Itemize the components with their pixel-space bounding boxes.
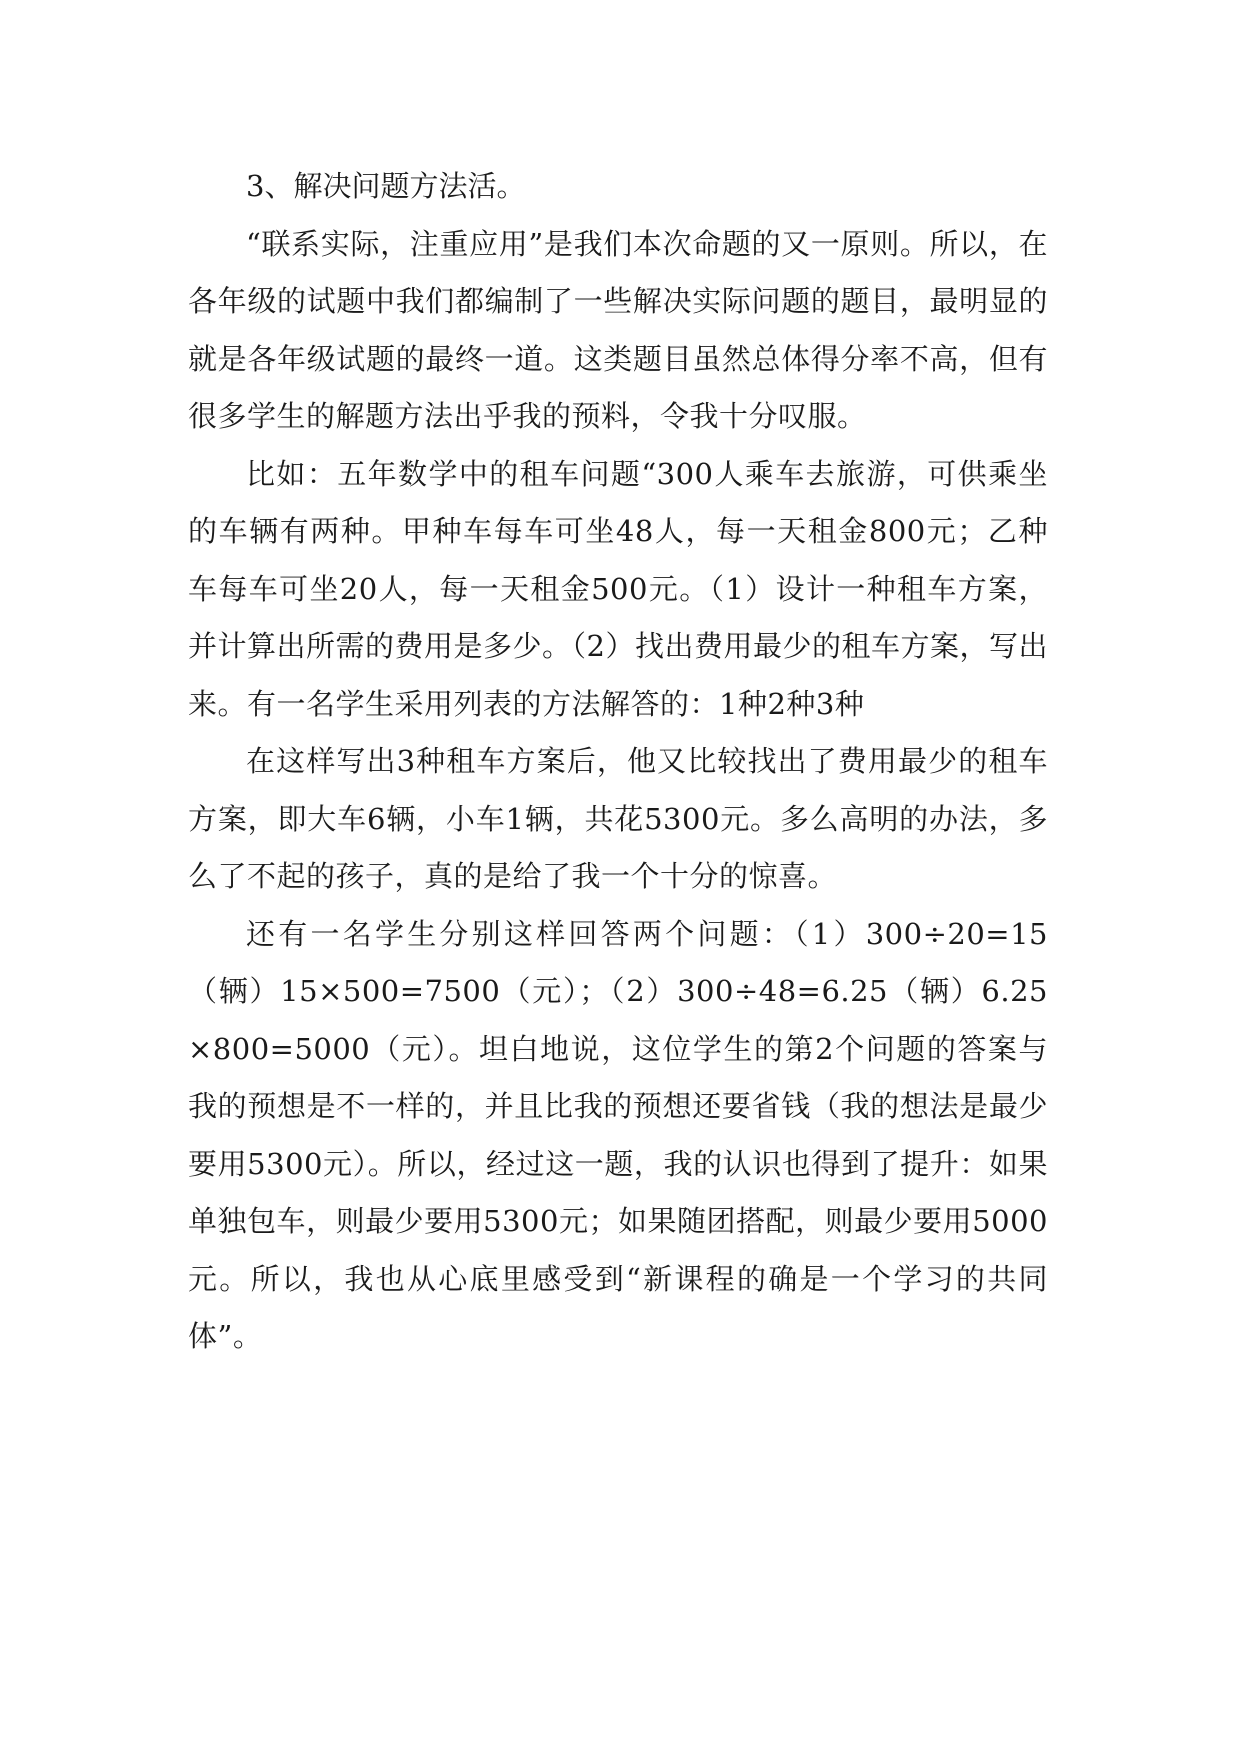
section-heading: 3、解决问题方法活。 bbox=[246, 169, 526, 203]
paragraph-example: 比如：五年数学中的租车问题“300人乘车去旅游，可供乘坐的车辆有两种。甲种车每车可坐48人，每一天租金800元；乙种车每车可坐20人，每一天租金500元。（1）设计一种租车方案，并计算出所需的费用是多少。（2）找出费用最少的租车方案，写出来。有一名学生采用列表的方法解答的：1种2种3种 bbox=[188, 456, 1048, 721]
paragraph-principle: “联系实际，注重应用”是我们本次命题的又一原则。所以，在各年级的试题中我们都编制了一些解决实际问题的题目，最明显的就是各年级试题的最终一道。这类题目虽然总体得分率不高，但有很多学生的解题方法出乎我的预料，令我十分叹服。 bbox=[188, 226, 1048, 433]
paragraph-alternative: 还有一名学生分别这样回答两个问题：（1）300÷20=15（辆）15×500=7500（元）；（2）300÷48=6.25（辆）6.25×800=5000（元）。坦白地说，这位学生的第2个问题的答案与我的预想是不一样的，并且比我的预想还要省钱（我的想法是最少要用5300元）。所以，经过这一题，我的认识也得到了提升：如果单独包车，则最少要用5300元；如果随团搭配，则最少要用5000元。所以，我也从心底里感受到“新课程的确是一个学习的共同体”。 bbox=[188, 916, 1048, 1353]
paragraph-solution: 在这样写出3种租车方案后，他又比较找出了费用最少的租车方案，即大车6辆，小车1辆，共花5300元。多么高明的办法，多么了不起的孩子，真的是给了我一个十分的惊喜。 bbox=[188, 744, 1048, 893]
document-body bbox=[188, 158, 1048, 1366]
